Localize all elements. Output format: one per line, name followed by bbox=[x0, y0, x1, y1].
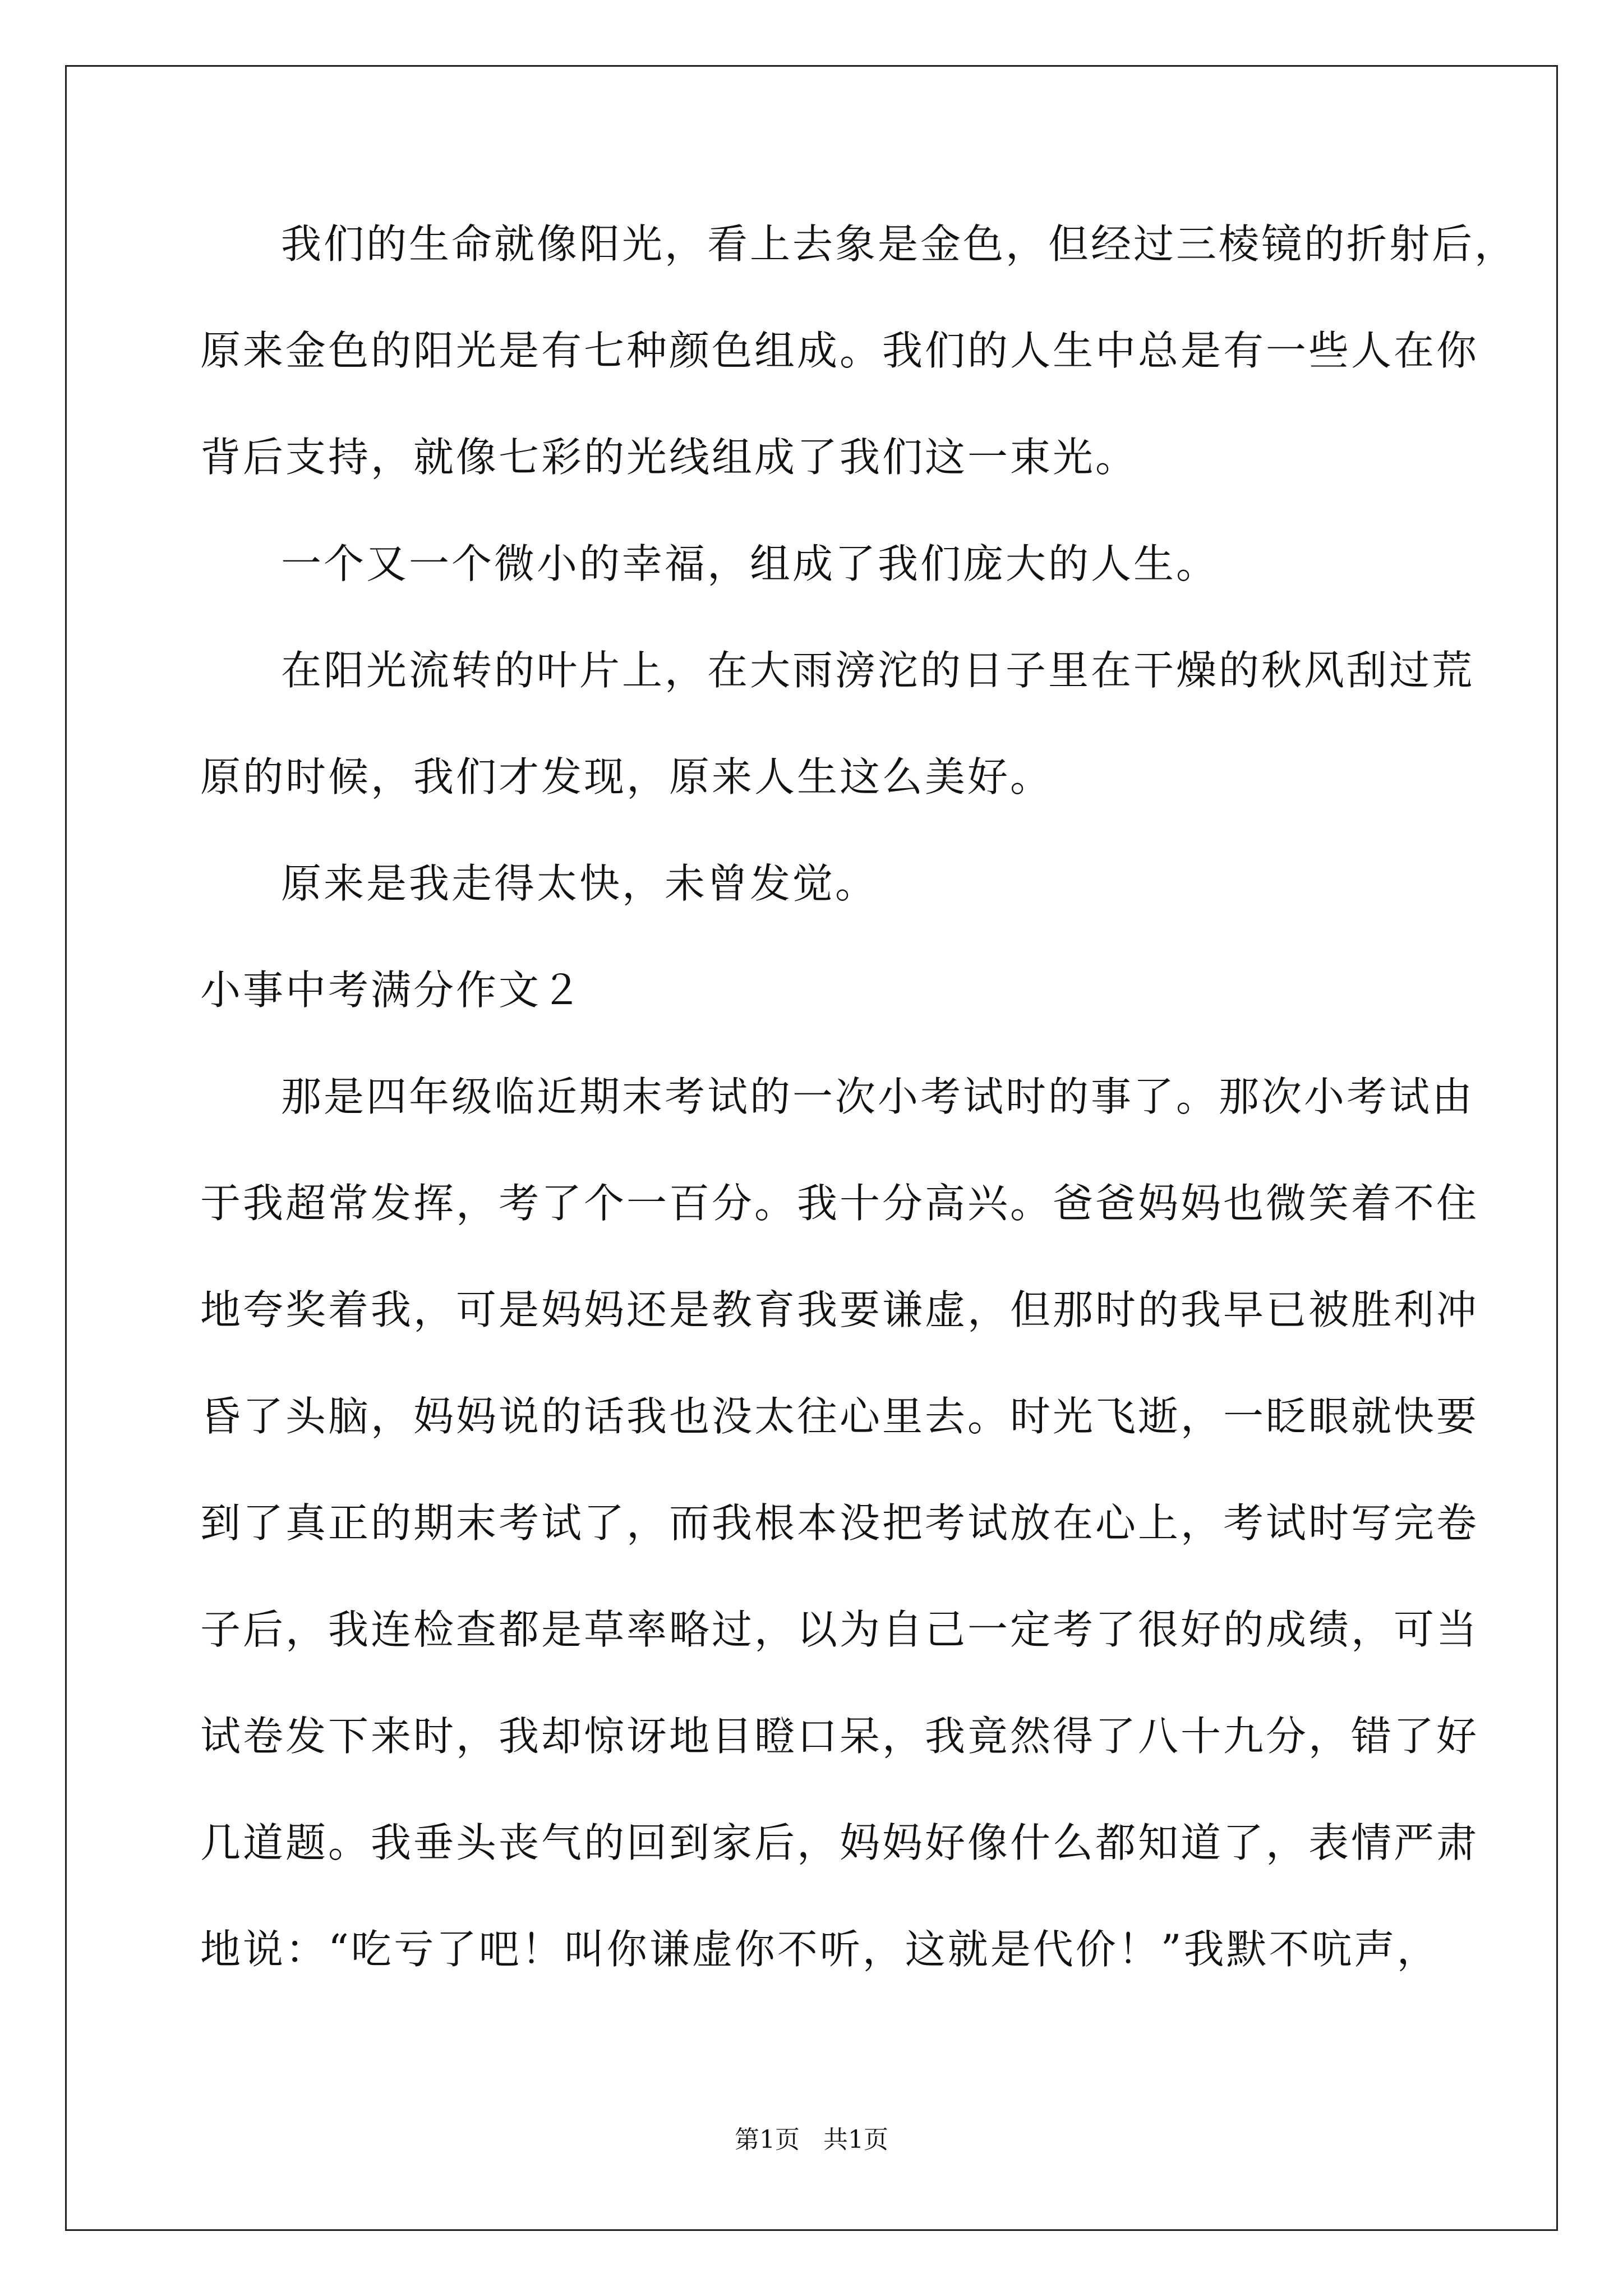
paragraph-line: 地夸奖着我，可是妈妈还是教育我要谦虚，但那时的我早已被胜利冲 bbox=[200, 1286, 1479, 1333]
paragraph-line: 地说：“吃亏了吧！叫你谦虚你不听，这就是代价！”我默不吭声， bbox=[200, 1926, 1440, 1973]
paragraph-line: 昏了头脑，妈妈说的话我也没太往心里去。时光飞逝，一眨眼就快要 bbox=[200, 1393, 1479, 1440]
paragraph-line: 试卷发下来时，我却惊讶地目瞪口呆，我竟然得了八十九分，错了好 bbox=[200, 1713, 1479, 1760]
section-heading: 小事中考满分作文２ bbox=[200, 967, 584, 1014]
paragraph-line: 原来金色的阳光是有七种颜色组成。我们的人生中总是有一些人在你 bbox=[200, 327, 1479, 374]
paragraph-line: 到了真正的期末考试了，而我根本没把考试放在心上，考试时写完卷 bbox=[200, 1499, 1479, 1547]
paragraph-line: 在阳光流转的叶片上，在大雨滂沱的日子里在干燥的秋风刮过荒 bbox=[281, 647, 1475, 694]
paragraph-line: 一个又一个微小的幸福，组成了我们庞大的人生。 bbox=[281, 540, 1219, 587]
paragraph-line: 几道题。我垂头丧气的回到家后，妈妈好像什么都知道了，表情严肃 bbox=[200, 1819, 1479, 1866]
paragraph-line: 我们的生命就像阳光，看上去象是金色，但经过三棱镜的折射后， bbox=[281, 220, 1518, 268]
paragraph-line: 于我超常发挥，考了个一百分。我十分高兴。爸爸妈妈也微笑着不住 bbox=[200, 1180, 1479, 1227]
paragraph-line: 原来是我走得太快，未曾发觉。 bbox=[281, 860, 878, 907]
paragraph-line: 背后支持，就像七彩的光线组成了我们这一束光。 bbox=[200, 434, 1138, 481]
paragraph-line: 子后，我连检查都是草率略过，以为自己一定考了很好的成绩，可当 bbox=[200, 1606, 1479, 1653]
paragraph-line: 那是四年级临近期末考试的一次小考试时的事了。那次小考试由 bbox=[281, 1073, 1475, 1120]
page-border bbox=[65, 65, 1558, 2231]
paragraph-line: 原的时候，我们才发现，原来人生这么美好。 bbox=[200, 753, 1053, 800]
page-footer: 第1页 共1页 bbox=[735, 2125, 888, 2154]
